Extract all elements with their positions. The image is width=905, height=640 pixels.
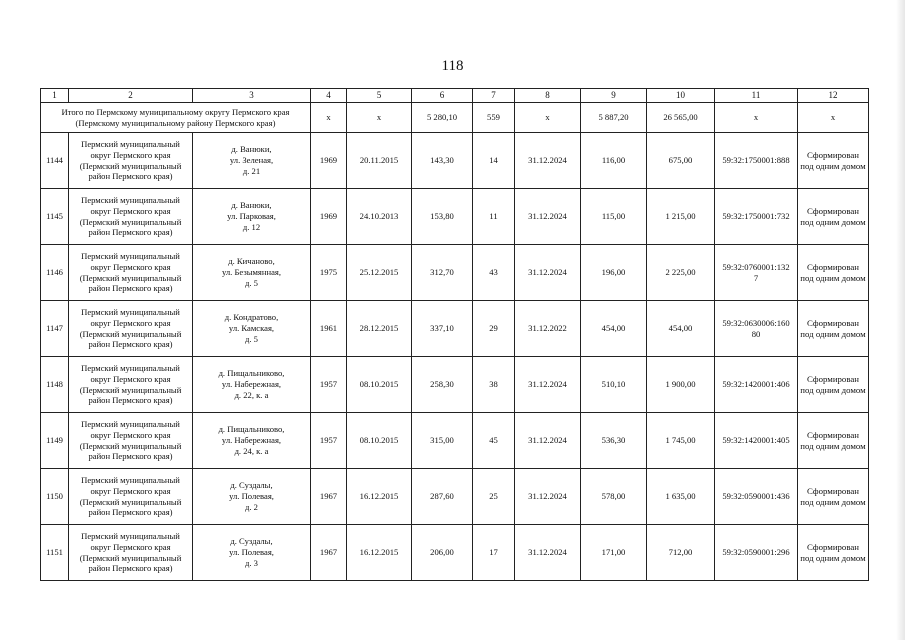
cadastral-cell: 59:32:0760001:132 7 bbox=[715, 245, 798, 301]
cadastral-cell: 59:32:1750001:888 bbox=[715, 133, 798, 189]
address-cell: д. Суздалы, ул. Полевая, д. 2 bbox=[193, 469, 311, 525]
area-cell: 337,10 bbox=[412, 301, 473, 357]
row-number: 1148 bbox=[41, 357, 69, 413]
row-number: 1147 bbox=[41, 301, 69, 357]
date-cell: 08.10.2015 bbox=[347, 413, 412, 469]
area2-cell: 536,30 bbox=[581, 413, 647, 469]
status-line: под одним домом bbox=[800, 384, 866, 395]
table-row bbox=[41, 245, 869, 301]
area2-cell: 510,10 bbox=[581, 357, 647, 413]
area-cell: 258,30 bbox=[412, 357, 473, 413]
table-row bbox=[41, 469, 869, 525]
cadastral-cell: 59:32:0590001:436 bbox=[715, 469, 798, 525]
year-cell: 1975 bbox=[311, 245, 347, 301]
residents-cell: 14 bbox=[473, 133, 515, 189]
district-cell: Пермский муниципальный округ Пермского края (Пермский муниципальный район Пермского края) bbox=[69, 413, 193, 469]
column-number: 11 bbox=[715, 89, 798, 103]
deadline-cell: 31.12.2022 bbox=[515, 301, 581, 357]
deadline-cell: 31.12.2024 bbox=[515, 189, 581, 245]
row-number: 1151 bbox=[41, 525, 69, 581]
area-cell: 315,00 bbox=[412, 413, 473, 469]
status-cell bbox=[798, 301, 869, 357]
date-cell: 24.10.2013 bbox=[347, 189, 412, 245]
deadline-cell: 31.12.2024 bbox=[515, 525, 581, 581]
district-cell: Пермский муниципальный округ Пермского края (Пермский муниципальный район Пермского края) bbox=[69, 469, 193, 525]
area2-cell: 454,00 bbox=[581, 301, 647, 357]
district-cell: Пермский муниципальный округ Пермского края (Пермский муниципальный район Пермского края) bbox=[69, 189, 193, 245]
date-cell: 28.12.2015 bbox=[347, 301, 412, 357]
row-number: 1149 bbox=[41, 413, 69, 469]
status-line: под одним домом bbox=[800, 216, 866, 227]
year-cell: 1967 bbox=[311, 469, 347, 525]
total-cell: 26 565,00 bbox=[647, 103, 715, 133]
table-row bbox=[41, 189, 869, 245]
column-number: 10 bbox=[647, 89, 715, 103]
status-cell bbox=[798, 413, 869, 469]
cadastral-cell: 59:32:1750001:732 bbox=[715, 189, 798, 245]
column-number: 1 bbox=[41, 89, 69, 103]
year-cell: 1957 bbox=[311, 413, 347, 469]
district-cell: Пермский муниципальный округ Пермского края (Пермский муниципальный район Пермского края) bbox=[69, 525, 193, 581]
area-cell: 153,80 bbox=[412, 189, 473, 245]
column-number: 12 bbox=[798, 89, 869, 103]
column-number: 4 bbox=[311, 89, 347, 103]
deadline-cell: 31.12.2024 bbox=[515, 469, 581, 525]
year-cell: 1969 bbox=[311, 133, 347, 189]
deadline-cell: 31.12.2024 bbox=[515, 357, 581, 413]
cost-cell: 712,00 bbox=[647, 525, 715, 581]
deadline-cell: 31.12.2024 bbox=[515, 413, 581, 469]
area2-cell: 115,00 bbox=[581, 189, 647, 245]
status-cell bbox=[798, 469, 869, 525]
status-line: Сформирован bbox=[807, 317, 859, 328]
status-line: под одним домом bbox=[800, 328, 866, 339]
total-cell: 5 280,10 bbox=[412, 103, 473, 133]
total-cell: х bbox=[798, 103, 869, 133]
address-cell: д. Кондратово, ул. Камская, д. 5 bbox=[193, 301, 311, 357]
date-cell: 20.11.2015 bbox=[347, 133, 412, 189]
address-cell: д. Ванюки, ул. Зеленая, д. 21 bbox=[193, 133, 311, 189]
data-rows bbox=[41, 133, 869, 581]
year-cell: 1957 bbox=[311, 357, 347, 413]
residents-cell: 29 bbox=[473, 301, 515, 357]
residents-cell: 11 bbox=[473, 189, 515, 245]
date-cell: 25.12.2015 bbox=[347, 245, 412, 301]
total-row bbox=[41, 103, 869, 133]
address-cell: д. Пищальниково, ул. Набережная, д. 24, к. а bbox=[193, 413, 311, 469]
status-cell bbox=[798, 133, 869, 189]
status-cell bbox=[798, 525, 869, 581]
total-cell: х bbox=[515, 103, 581, 133]
status-line: Сформирован bbox=[807, 541, 859, 552]
year-cell: 1961 bbox=[311, 301, 347, 357]
address-cell: д. Кичаново, ул. Безымянная, д. 5 bbox=[193, 245, 311, 301]
column-number-row bbox=[41, 89, 869, 103]
deadline-cell: 31.12.2024 bbox=[515, 245, 581, 301]
residents-cell: 38 bbox=[473, 357, 515, 413]
area-cell: 312,70 bbox=[412, 245, 473, 301]
cost-cell: 1 215,00 bbox=[647, 189, 715, 245]
district-cell: Пермский муниципальный округ Пермского края (Пермский муниципальный район Пермского края) bbox=[69, 301, 193, 357]
table-row bbox=[41, 357, 869, 413]
status-cell bbox=[798, 189, 869, 245]
scan-edge bbox=[896, 0, 905, 640]
date-cell: 08.10.2015 bbox=[347, 357, 412, 413]
status-line: под одним домом bbox=[800, 496, 866, 507]
year-cell: 1967 bbox=[311, 525, 347, 581]
cadastral-cell: 59:32:1420001:406 bbox=[715, 357, 798, 413]
area2-cell: 116,00 bbox=[581, 133, 647, 189]
housing-register-table bbox=[40, 88, 869, 581]
area2-cell: 171,00 bbox=[581, 525, 647, 581]
cost-cell: 1 900,00 bbox=[647, 357, 715, 413]
status-line: Сформирован bbox=[807, 429, 859, 440]
total-cell: 559 bbox=[473, 103, 515, 133]
column-number: 5 bbox=[347, 89, 412, 103]
year-cell: 1969 bbox=[311, 189, 347, 245]
cadastral-cell: 59:32:0590001:296 bbox=[715, 525, 798, 581]
status-line: под одним домом bbox=[800, 552, 866, 563]
residents-cell: 17 bbox=[473, 525, 515, 581]
column-number: 8 bbox=[515, 89, 581, 103]
page-number: 118 bbox=[441, 58, 464, 74]
address-cell: д. Пищальниково, ул. Набережная, д. 22, к. а bbox=[193, 357, 311, 413]
column-number: 6 bbox=[412, 89, 473, 103]
row-number: 1150 bbox=[41, 469, 69, 525]
status-line: Сформирован bbox=[807, 373, 859, 384]
status-cell bbox=[798, 245, 869, 301]
total-cell: х bbox=[347, 103, 412, 133]
district-cell: Пермский муниципальный округ Пермского края (Пермский муниципальный район Пермского края) bbox=[69, 133, 193, 189]
date-cell: 16.12.2015 bbox=[347, 525, 412, 581]
table-row bbox=[41, 525, 869, 581]
status-line: Сформирован bbox=[807, 205, 859, 216]
residents-cell: 43 bbox=[473, 245, 515, 301]
cost-cell: 1 745,00 bbox=[647, 413, 715, 469]
column-number: 3 bbox=[193, 89, 311, 103]
total-cell: х bbox=[715, 103, 798, 133]
total-cell: 5 887,20 bbox=[581, 103, 647, 133]
cost-cell: 675,00 bbox=[647, 133, 715, 189]
date-cell: 16.12.2015 bbox=[347, 469, 412, 525]
area2-cell: 196,00 bbox=[581, 245, 647, 301]
area-cell: 143,30 bbox=[412, 133, 473, 189]
address-cell: д. Суздалы, ул. Полевая, д. 3 bbox=[193, 525, 311, 581]
cadastral-cell: 59:32:0630006:160 80 bbox=[715, 301, 798, 357]
table-row bbox=[41, 133, 869, 189]
cost-cell: 2 225,00 bbox=[647, 245, 715, 301]
column-number: 2 bbox=[69, 89, 193, 103]
area-cell: 287,60 bbox=[412, 469, 473, 525]
cadastral-cell: 59:32:1420001:405 bbox=[715, 413, 798, 469]
status-line: Сформирован bbox=[807, 149, 859, 160]
district-cell: Пермский муниципальный округ Пермского края (Пермский муниципальный район Пермского края) bbox=[69, 245, 193, 301]
row-number: 1144 bbox=[41, 133, 69, 189]
column-number: 7 bbox=[473, 89, 515, 103]
cost-cell: 454,00 bbox=[647, 301, 715, 357]
status-line: Сформирован bbox=[807, 261, 859, 272]
cost-cell: 1 635,00 bbox=[647, 469, 715, 525]
table-row bbox=[41, 413, 869, 469]
total-cell: х bbox=[311, 103, 347, 133]
table-row bbox=[41, 301, 869, 357]
status-line: Сформирован bbox=[807, 485, 859, 496]
area2-cell: 578,00 bbox=[581, 469, 647, 525]
row-number: 1146 bbox=[41, 245, 69, 301]
column-number: 9 bbox=[581, 89, 647, 103]
residents-cell: 25 bbox=[473, 469, 515, 525]
row-number: 1145 bbox=[41, 189, 69, 245]
status-cell bbox=[798, 357, 869, 413]
residents-cell: 45 bbox=[473, 413, 515, 469]
district-cell: Пермский муниципальный округ Пермского края (Пермский муниципальный район Пермского края) bbox=[69, 357, 193, 413]
deadline-cell: 31.12.2024 bbox=[515, 133, 581, 189]
address-cell: д. Ванюки, ул. Парковая, д. 12 bbox=[193, 189, 311, 245]
total-label: Итого по Пермскому муниципальному округу Пермского края (Пермскому муниципальному району Пермского края) bbox=[41, 103, 311, 133]
area-cell: 206,00 bbox=[412, 525, 473, 581]
status-line: под одним домом bbox=[800, 160, 866, 171]
status-line: под одним домом bbox=[800, 440, 866, 451]
status-line: под одним домом bbox=[800, 272, 866, 283]
